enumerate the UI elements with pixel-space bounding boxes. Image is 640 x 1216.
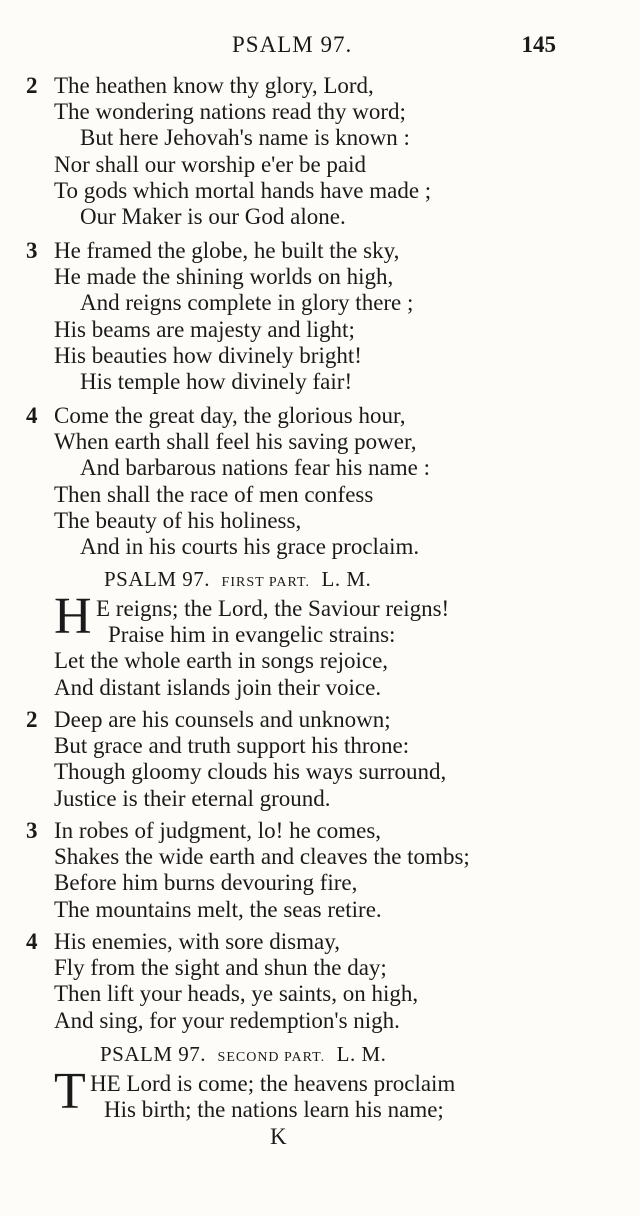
verse-line: The mountains melt, the seas retire.	[54, 897, 382, 922]
page-number: 145	[521, 32, 556, 57]
verse-line: The beauty of his holiness,	[54, 508, 302, 533]
verse-line: In robes of judgment, lo! he comes,	[54, 818, 382, 843]
verse-number: 4	[26, 403, 38, 428]
verse-line: E reigns; the Lord, the Saviour reigns!	[96, 596, 450, 621]
verse-line: His birth; the nations learn his name;	[104, 1097, 444, 1122]
meter-label: L. M.	[336, 1042, 387, 1066]
psalm-heading	[100, 1042, 386, 1067]
drop-cap: H	[54, 588, 92, 645]
verse-line: His temple how divinely fair!	[80, 369, 353, 394]
verse-line: And in his courts his grace proclaim.	[80, 534, 420, 559]
verse-line: Praise him in evangelic strains:	[108, 622, 396, 647]
verse-line: HE Lord is come; the heavens proclaim	[90, 1071, 456, 1096]
verse-line: His enemies, with sore dismay,	[54, 929, 340, 954]
verse-number: 2	[26, 73, 38, 98]
verse-line: Let the whole earth in songs rejoice,	[54, 648, 389, 673]
verse-line: When earth shall feel his saving power,	[54, 429, 417, 454]
verse-number: 3	[26, 238, 38, 263]
verse-line: To gods which mortal hands have made ;	[54, 178, 432, 203]
verse-line: Before him burns devouring fire,	[54, 870, 358, 895]
verse-number: 3	[26, 818, 38, 843]
verse-line: Our Maker is our God alone.	[80, 204, 346, 229]
psalm-heading	[104, 567, 371, 592]
verse-line: He made the shining worlds on high,	[54, 264, 394, 289]
running-header: PSALM 97.	[232, 32, 353, 57]
verse-line: Shakes the wide earth and cleaves the tombs;	[54, 844, 470, 869]
verse-line: The heathen know thy glory, Lord,	[54, 73, 374, 98]
verse-line: And barbarous nations fear his name :	[80, 455, 431, 480]
verse-line: And sing, for your redemption's nigh.	[54, 1008, 400, 1033]
verse-line: His beauties how divinely bright!	[54, 343, 362, 368]
meter-label: L. M.	[321, 567, 372, 591]
verse-line: Nor shall our worship e'er be paid	[54, 152, 367, 177]
part-label: SECOND PART.	[217, 1050, 326, 1065]
verse-line: The wondering nations read thy word;	[54, 99, 406, 124]
verse-line: Then shall the race of men confess	[54, 482, 374, 507]
psalm-title: PSALM 97.	[100, 1042, 207, 1066]
verse-line: But grace and truth support his throne:	[54, 733, 410, 758]
verse-line: And reigns complete in glory there ;	[80, 290, 414, 315]
part-label: FIRST PART.	[221, 575, 311, 590]
verse-line: Fly from the sight and shun the day;	[54, 955, 387, 980]
verse-line: And distant islands join their voice.	[54, 675, 382, 700]
verse-number: 2	[26, 707, 38, 732]
drop-cap: T	[54, 1063, 86, 1120]
verse-line: Justice is their eternal ground.	[54, 786, 331, 811]
verse-line: Then lift your heads, ye saints, on high,	[54, 981, 419, 1006]
psalm-title: PSALM 97.	[104, 567, 211, 591]
verse-line: His beams are majesty and light;	[54, 317, 355, 342]
verse-line: Deep are his counsels and unknown;	[54, 707, 391, 732]
verse-line: He framed the globe, he built the sky,	[54, 238, 400, 263]
verse-line: Though gloomy clouds his ways surround,	[54, 759, 447, 784]
verse-line: But here Jehovah's name is known :	[80, 125, 410, 150]
verse-line: Come the great day, the glorious hour,	[54, 403, 406, 428]
signature-mark: K	[270, 1124, 287, 1149]
verse-number: 4	[26, 929, 38, 954]
